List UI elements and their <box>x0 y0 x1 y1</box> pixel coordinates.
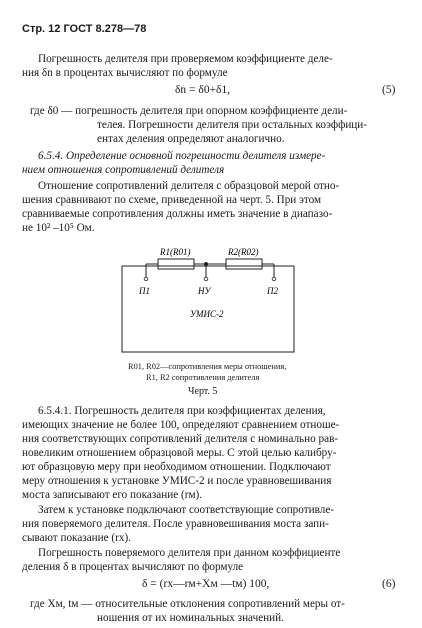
para4-line4: новеликим отношением образцовой меры. С этой целью калибру- <box>22 447 337 459</box>
caption-line1: R01, R02—сопротивления меры отношения, <box>128 362 287 371</box>
resistor-r2 <box>226 259 262 269</box>
caption-line2: R1, R2 сопротивления делителя <box>146 373 260 382</box>
para4-line2: имеющих значение не более 100, определяют сравнением отноше- <box>22 419 340 431</box>
para7-line2: ношения от их номинальных значений. <box>97 612 284 624</box>
para5-line2: ния поверяемого делителя. После уравновешивания моста запи- <box>22 518 329 530</box>
label-device: УМИС-2 <box>190 309 224 319</box>
label-nu: НУ <box>198 286 211 296</box>
para4-line1: 6.5.4.1. Погрешность делителя при коэффициентах деления, <box>38 405 326 417</box>
equation-5: δn = δ0+δ1, <box>175 84 231 96</box>
equation-5-number: (5) <box>382 84 396 96</box>
label-r1: R1(R01) <box>160 247 191 257</box>
para7-line1: где Xм, tм — относительные отклонения сопротивлений меры от- <box>30 598 345 610</box>
terminal-p2 <box>272 277 276 281</box>
para5-line1: Затем к установке подключают соответствующие сопротивле- <box>38 504 335 516</box>
para4-line5: ют образцовую меру при необходимом отношении. Подключают <box>22 461 331 473</box>
para2-line2: телея. Погрешности делителя при остальных коэффици- <box>97 119 368 131</box>
para6-line2: деления δ в процентах вычисляют по формуле <box>22 561 244 573</box>
resistor-r1 <box>158 259 194 269</box>
equation-6-number: (6) <box>382 578 396 590</box>
para1-line1: Погрешность делителя при проверяемом коэффициенте деле- <box>38 53 333 65</box>
section-6-5-4-line1: 6.5.4. Определение основной погрешности делителя измере- <box>38 150 326 162</box>
para3-line2: шения сравнивают по схеме, приведенной на черт. 5. При этом <box>22 194 322 206</box>
para3-line3: сравниваемые сопротивления должны иметь значение в диапазо- <box>22 208 333 220</box>
para1-line2: ния δn в процентах вычисляют по формуле <box>22 67 228 79</box>
circuit-diagram <box>110 238 310 358</box>
label-p2: П2 <box>267 286 278 296</box>
section-6-5-4-line2: нием отношения сопротивлений делителя <box>22 164 225 176</box>
para4-line3: ния соответствующих сопротивлений делителя с номинально рав- <box>22 433 339 445</box>
para2-line3: ентах деления определяют аналогично. <box>97 133 285 145</box>
label-r2: R2(R02) <box>228 247 259 257</box>
para4-line6: меру отношения к установке УМИС-2 и после уравновешивания <box>22 475 332 487</box>
equation-6: δ = (rx—rм+Xм —tм) 100, <box>142 578 270 590</box>
terminal-p1 <box>144 277 148 281</box>
terminal-nu <box>204 277 208 281</box>
para4-line7: моста записывают его показание (rм). <box>22 489 203 501</box>
figure-title: Черт. 5 <box>188 386 218 397</box>
para5-line3: сывают показание (rx). <box>22 532 131 544</box>
para6-line1: Погрешность поверяемого делителя при данном коэффициенте <box>38 547 341 559</box>
para2-line1: где δ0 — погрешность делителя при опорном коэффициенте дели- <box>30 105 348 117</box>
label-p1: П1 <box>139 286 150 296</box>
para3-line1: Отношение сопротивлений делителя с образцовой мерой отно- <box>38 180 340 192</box>
page-header: Стр. 12 ГОСТ 8.278—78 <box>22 23 147 35</box>
para3-line4: не 10² –10⁵ Ом. <box>22 222 95 234</box>
